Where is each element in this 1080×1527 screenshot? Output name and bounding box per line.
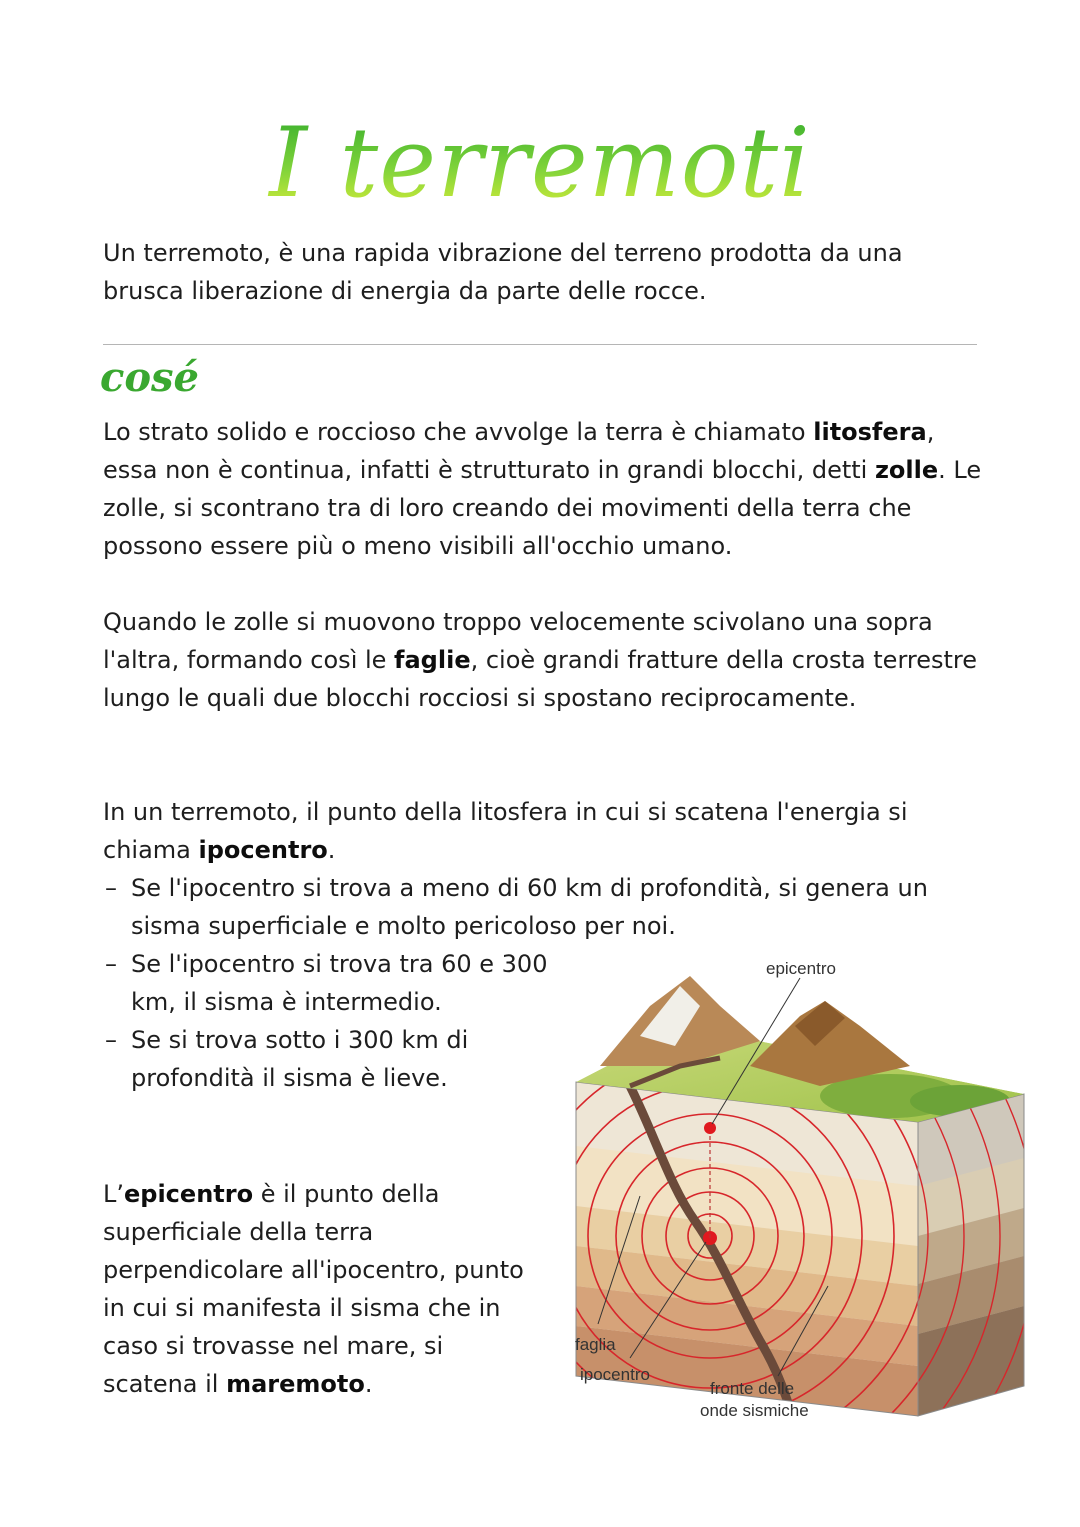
earthquake-diagram [560,946,1040,1426]
page-title-text: I terremoti [269,112,811,219]
term-litosfera: litosfera [813,418,927,446]
label-fronte-2: onde sismiche [700,1401,809,1420]
paragraph-faglie: Quando le zolle si muovono troppo velocemente scivolano una sopra l'altra, formando così le faglie, cioè grandi fratture della crosta terrestre lungo le quali due blocchi rocciosi si spostano reciprocamente. [103,608,978,712]
page-title [0,112,1080,222]
list-item: – Se l'ipocentro si trova tra 60 e 300 km, il sisma è intermedio. [103,945,551,1021]
paragraph-litosfera: Lo strato solido e roccioso che avvolge la terra è chiamato litosfera, essa non è continua, infatti è strutturato in grandi blocchi, detti zolle. Le zolle, si scontrano tra di loro creando dei movimenti della terra che possono essere più o meno visibili all'occhio umano. [103,418,982,560]
term-faglie: faglie [394,646,471,674]
term-zolle: zolle [874,456,939,484]
list-item: – Se l'ipocentro si trova a meno di 60 km di profondità, si genera un sisma superficiale e molto pericoloso per noi. [103,869,991,945]
term-ipocentro: ipocentro [198,836,328,864]
intro-paragraph: Un terremoto, è una rapida vibrazione del terreno prodotta da una brusca liberazione di energia da parte delle rocce. [103,239,903,305]
section-heading: cosé [100,354,200,401]
label-epicentro: epicentro [766,959,836,978]
term-epicentro: epicentro [124,1180,254,1208]
label-ipocentro: ipocentro [580,1365,650,1384]
term-maremoto: maremoto [226,1370,365,1398]
paragraph-epicentro: L’epicentro è il punto della superficiale della terra perpendicolare all'ipocentro, punto in cui si manifesta il sisma che in caso si trovasse nel mare, si scatena il maremoto. [103,1180,524,1398]
label-fronte-1: fronte delle [710,1379,795,1398]
label-faglia: faglia [575,1335,616,1354]
list-item: – Se si trova sotto i 300 km di profondità il sisma è lieve. [103,1021,551,1097]
epicentro-marker [704,1122,716,1134]
section-divider [103,344,977,345]
paragraph-ipocentro: In un terremoto, il punto della litosfera in cui si scatena l'energia si chiama ipocentro. [103,798,908,864]
